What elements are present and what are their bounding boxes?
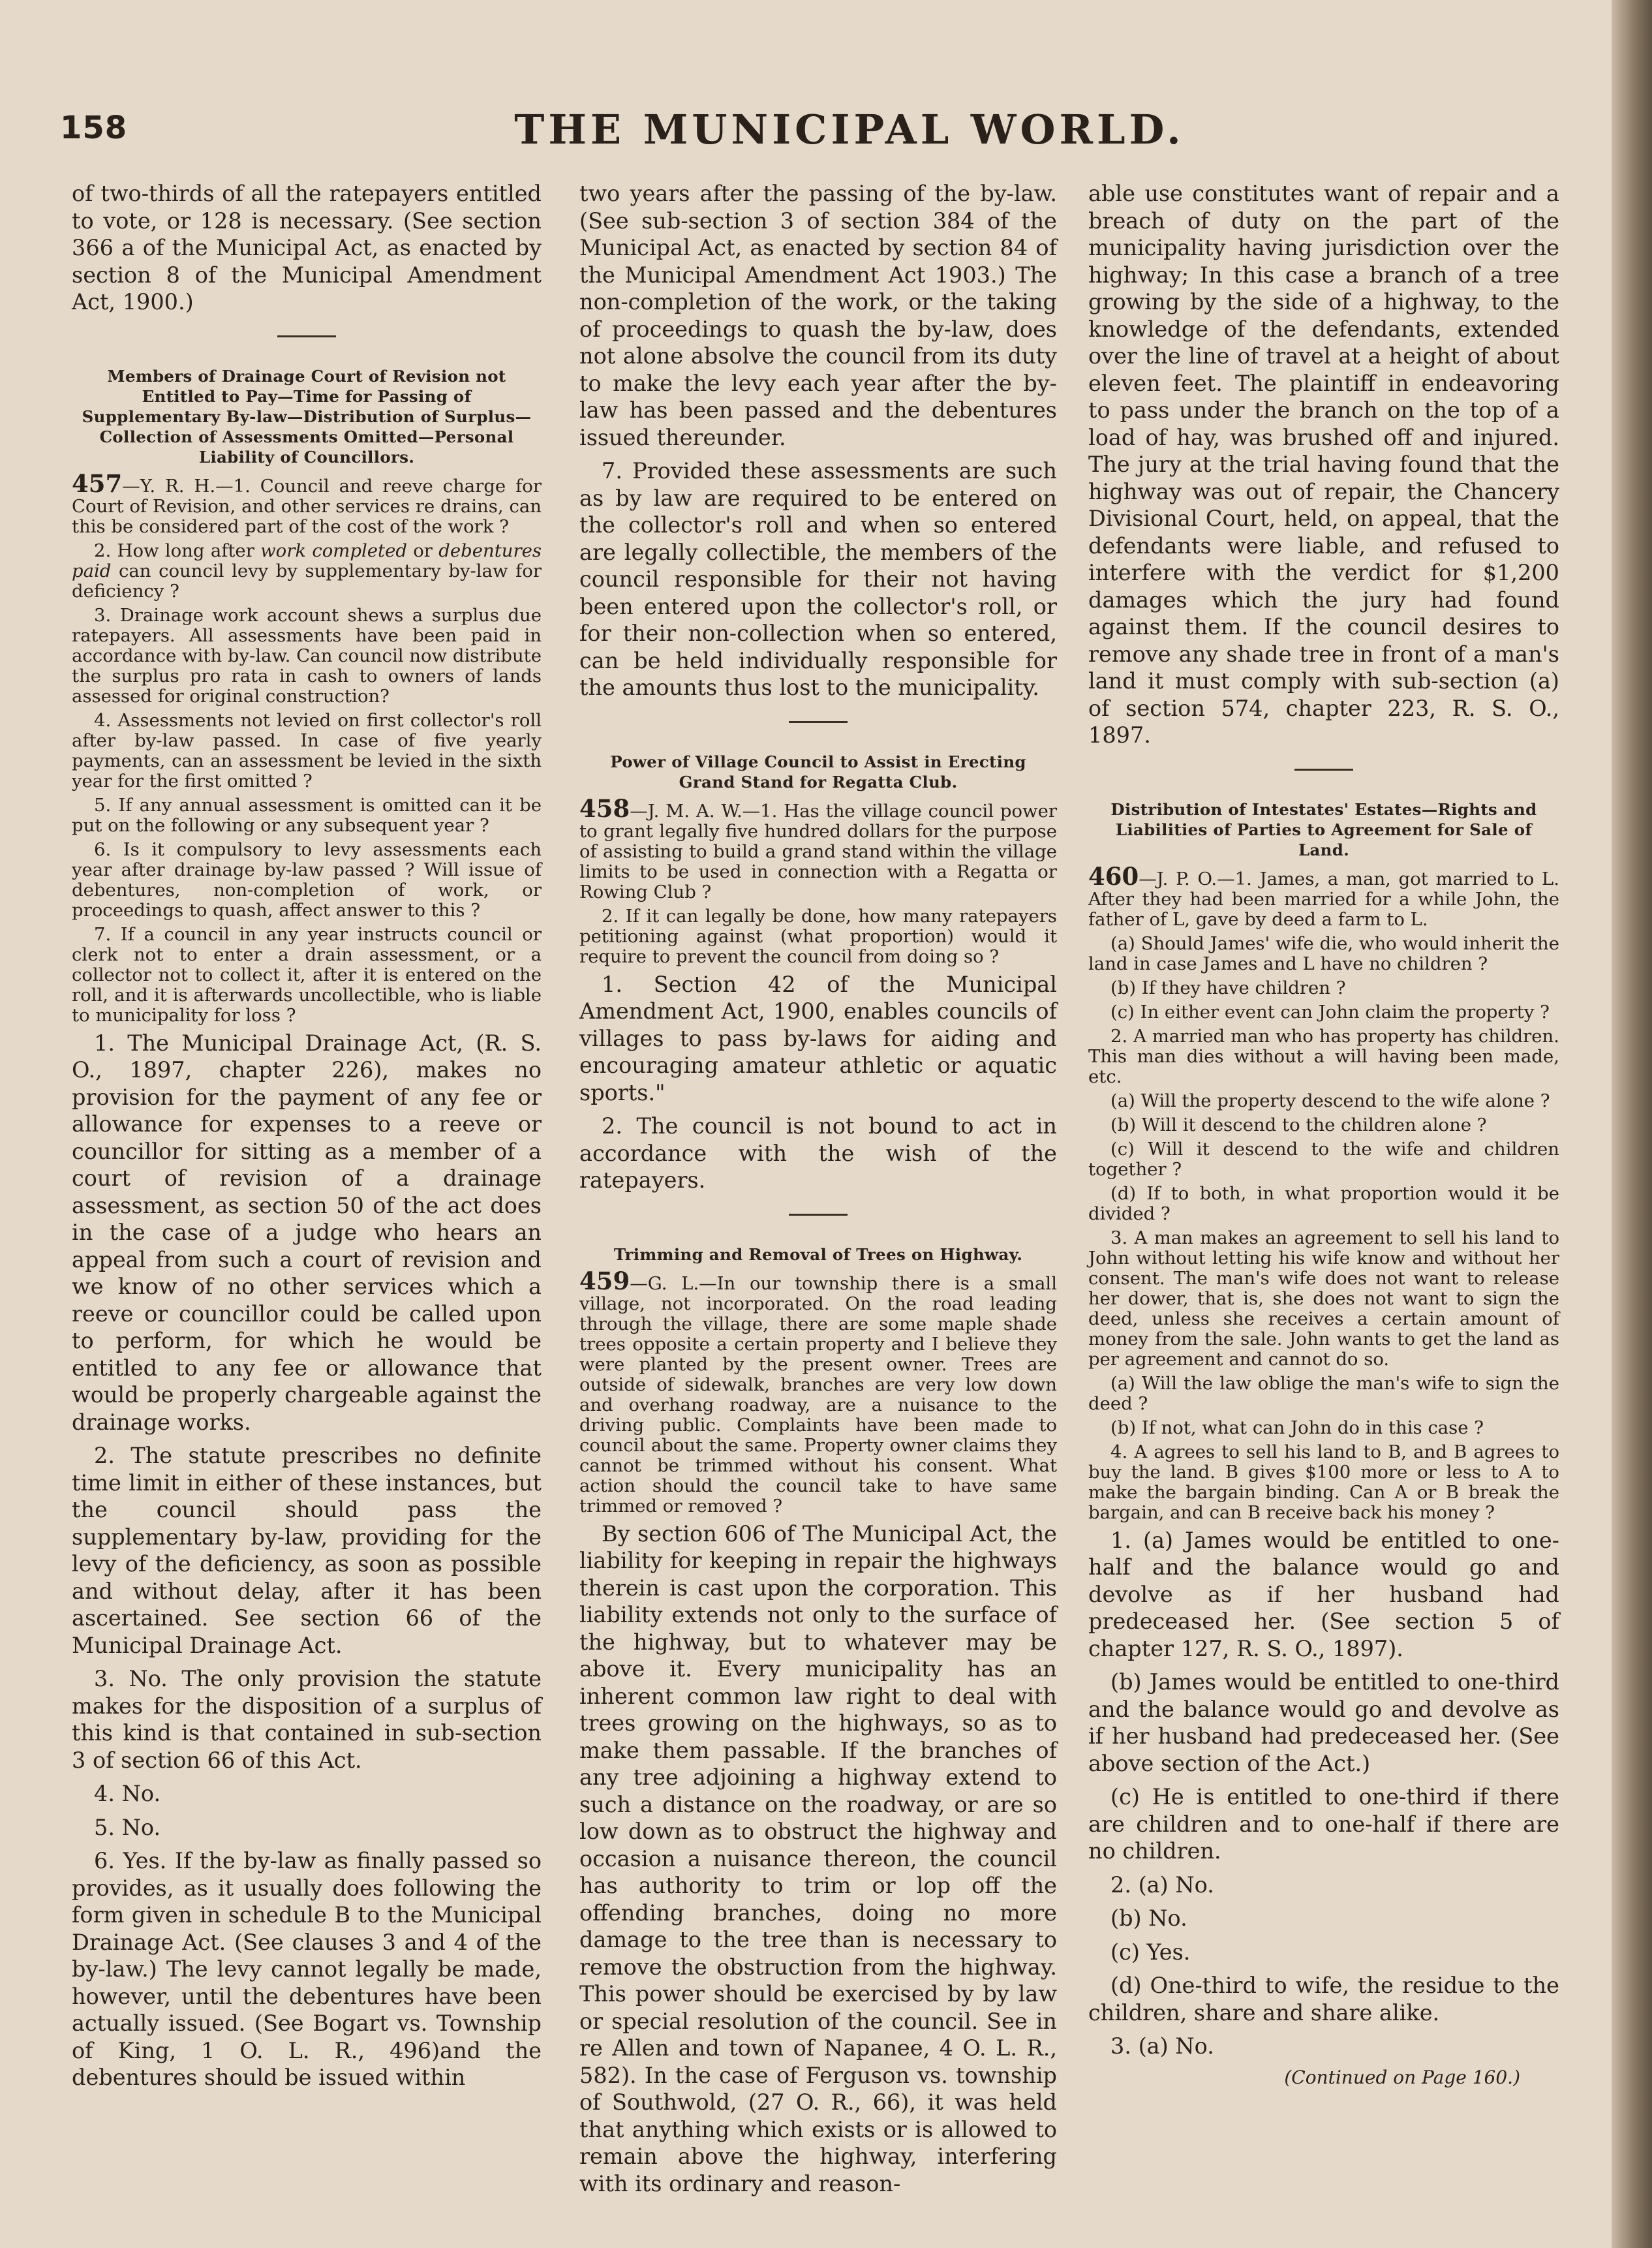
question-460-2b: (b) Will it descend to the children alone ? bbox=[1110, 1114, 1487, 1135]
question-460-4: 4. A agrees to sell his land to B, and B agrees to buy the land. B gives $100 more or less to A to make the bargain binding. Can A or B break the bargain, and can B receive back his money ? bbox=[1088, 1441, 1559, 1523]
question-460-2: 2. A married man who has property has children. This man dies without a will having been made, etc. bbox=[1088, 1025, 1559, 1087]
question-457-5: 5. If any annual assessment is omitted can it be put on the following or any subsequent year ? bbox=[72, 794, 542, 836]
question-text: can council levy by supplementary by-law for deficiency ? bbox=[72, 560, 542, 602]
question-heading-460: Distribution of Intestates' Estates—Rights and Liabilities of Parties to Agreement for Sale of Land. bbox=[1110, 799, 1537, 859]
question-457-7: 7. If a council in any year instructs council or clerk not to enter a drain assessment, or a collector not to collect it, after it is entered on the roll, and it is afterwards uncollectible, who is liable to municipality for loss ? bbox=[72, 923, 542, 1026]
page-binding-edge bbox=[1612, 0, 1652, 2248]
question-number: 460 bbox=[1088, 861, 1139, 891]
question-heading-457: Members of Drainage Court of Revision not Entitled to Pay—Time for Passing of Supplementary By-law—Distribution of Surplus—Collection of Assessments Omitted—Personal Liability of Councillors. bbox=[82, 366, 532, 467]
question-457-1 bbox=[72, 469, 542, 537]
answer-457-6: 6. Yes. If the by-law as finally passed so provides, as it usually does following the form given in schedule B to the Municipal Drainage Act. (See clauses 3 and 4 of the by-law.) The levy cannot legally be made, however, until the debentures have been actually issued. (See Bogart vs. Township of King, 1 O. L. R., 496)and the debentures should be issued within bbox=[72, 1848, 542, 2090]
question-heading-459: Trimming and Removal of Trees on Highway. bbox=[613, 1244, 1023, 1264]
question-460-1c: (c) In either event can John claim the property ? bbox=[1110, 1001, 1550, 1023]
page-header bbox=[60, 106, 1587, 168]
paragraph: able use constitutes want of repair and a breach of duty on the part of the municipality having jurisdiction over the highway; In this case a branch of a tree growing by the side of a highway, to the knowledge of the defendants, extended over the line of travel at a height of about eleven feet. The plaintiff in endeavoring to pass under the branch on the top of a load of hay, was brushed off and injured. The jury at the trial having found that the highway was out of repair, the Chancery Divisional Court, held, on appeal, that the defendants were liable, and refused to interfere with the verdict for $1,200 damages which the jury had found against them. If the council desires to remove any shade tree in front of a man's land it must comply with sub-section (a) of section 574, chapter 223, R. S. O., 1897. bbox=[1088, 181, 1559, 748]
question-457-4: 4. Assessments not levied on first collector's roll after by-law passed. In case of five yearly payments, can an assessment be levied in the sixth year for the first omitted ? bbox=[72, 709, 542, 792]
column-1 bbox=[72, 180, 542, 2098]
answer-460-1b: (b) James would be entitled to one-third and the balance would go and devolve as if her husband had predeceased her. (See above section of the Act.) bbox=[1088, 1669, 1559, 1776]
question-460-2d: (d) If to both, in what proportion would it be divided ? bbox=[1088, 1182, 1559, 1224]
question-460-1 bbox=[1088, 861, 1559, 930]
answer-457-1: 1. The Municipal Drainage Act, (R. S. O., 1897, chapter 226), makes no provision for the payment of any fee or allowance for expenses to a reeve or councillor for sitting as a member of a court of revision of a drainage assessment, as section 50 of the act does in the case of a judge who hears an appeal from such a court of revision and we know of no other services which a reeve or councillor could be called upon to perform, for which he would be entitled to any fee or allowance that would be properly chargeable against the drainage works. bbox=[72, 1030, 542, 1435]
answer-460-1a: 1. (a) James would be entitled to one-half and the balance would go and devolve as if her husband had predeceased her. (See section 5 of chapter 127, R. S. O., 1897). bbox=[1088, 1527, 1559, 1661]
answer-460-1c: (c) He is entitled to one-third if there are children and to one-half if there are no children. bbox=[1088, 1784, 1559, 1864]
answer-457-4: 4. No. bbox=[94, 1781, 161, 1806]
question-text: —J. M. A. W.—1. Has the village council power to grant legally five hundred dollars for the purpose of assisting to build a grand stand within the village limits to be used in connection with a Regatta or Rowing Club ? bbox=[579, 800, 1057, 902]
question-460-3a: (a) Will the law oblige the man's wife to sign the deed ? bbox=[1088, 1372, 1559, 1414]
question-457-3: 3. Drainage work account shews a surplus due ratepayers. All assessments have been paid in accordance with by-law. Can council now distribute the surplus pro rata in cash to owners of lands assessed for original construction? bbox=[72, 604, 542, 707]
question-458-2: 2. If it can legally be done, how many ratepayers petitioning against (what proportion) would it require to prevent the council from doing so ? bbox=[579, 905, 1057, 967]
section-divider bbox=[277, 335, 336, 337]
masthead-title: THE MUNICIPAL WORLD. bbox=[514, 106, 1185, 153]
paragraph: of two-thirds of all the ratepayers entitled to vote, or 128 is necessary. (See section 366 a of the Municipal Act, as enacted by section 8 of the Municipal Amendment Act, 1900.) bbox=[72, 181, 542, 315]
question-460-2a: (a) Will the property descend to the wife alone ? bbox=[1110, 1090, 1550, 1111]
answer-460-2b: (b) No. bbox=[1110, 1905, 1187, 1931]
question-text: —G. L.—In our township there is a small village, not incorporated. On the road leading through the village, there are some maple shade trees opposite a certain property and I believe they were planted by the present owner. Trees are outside of sidewalk, branches are very low down and overhang roadway, are a nuisance to the driving public. Complaints have been made to council about the same. Property owner claims they cannot be trimmed without his consent. What action should the council take to have same trimmed or removed ? bbox=[579, 1272, 1057, 1517]
column-3 bbox=[1088, 180, 1559, 2088]
answer-460-2d: (d) One-third to wife, the residue to the children, share and share alike. bbox=[1088, 1973, 1559, 2025]
question-number: 457 bbox=[72, 469, 123, 498]
answer-458-2: 2. The council is not bound to act in accordance with the wish of the ratepayers. bbox=[579, 1113, 1057, 1193]
continued-note: (Continued on Page 160.) bbox=[1284, 2066, 1520, 2088]
answer-457-7: 7. Provided these assessments are such as by law are required to be entered on the collector's roll and when so entered are legally collectible, the members of the council responsible for their not having been entered upon the collector's roll, or for their non-collection when so entered, can be held individually responsible for the amounts thus lost to the municipality. bbox=[579, 458, 1057, 700]
answer-460-2a: 2. (a) No. bbox=[1110, 1871, 1214, 1898]
answer-460-3a: 3. (a) No. bbox=[1110, 2033, 1214, 2059]
section-divider bbox=[1294, 769, 1353, 771]
paragraph: two years after the passing of the by-law. (See sub-section 3 of section 384 of the Municipal Act, as enacted by section 84 of the Municipal Amendment Act 1903.) The non-completion of the work, or the taking of proceedings to quash the by-law, does not alone absolve the council from its duty to make the levy each year after the by-law has been passed and the debentures issued thereunder. bbox=[579, 181, 1057, 450]
question-number: 459 bbox=[579, 1266, 630, 1295]
question-460-1b: (b) If they have children ? bbox=[1110, 977, 1346, 998]
question-text: —J. P. O.—1. James, a man, got married to L. After they had been married for a while John, the father of L, gave by deed a farm to L. bbox=[1088, 868, 1559, 930]
question-460-3: 3. A man makes an agreement to sell his land to John without letting his wife know and without her consent. The man's wife does not want to release her dower, that is, she does not want to sign the deed, unless she receives a certain amount of money from the sale. John wants to get the land as per agreement and cannot do so. bbox=[1088, 1227, 1559, 1370]
question-458-1 bbox=[579, 793, 1057, 902]
question-460-2c: (c) Will it descend to the wife and children together ? bbox=[1088, 1138, 1559, 1180]
question-460-1a: (a) Should James' wife die, who would inherit the land in case James and L have no children ? bbox=[1088, 932, 1559, 974]
section-divider bbox=[789, 1214, 848, 1216]
section-divider bbox=[789, 721, 848, 723]
question-text: or bbox=[406, 540, 439, 561]
question-number: 458 bbox=[579, 793, 630, 823]
question-text: —Y. R. H.—1. Council and reeve charge for Court of Revision, and other services re drains, can this be considered part of the cost of the work ? bbox=[72, 475, 542, 537]
italic-text: work completed bbox=[260, 540, 407, 561]
question-457-6: 6. Is it compulsory to levy assessments each year after drainage by-law passed ? Will issue of debentures, non-completion of work, or proceedings to quash, affect answer to this ? bbox=[72, 839, 542, 921]
question-heading-458: Power of Village Council to Assist in Erecting Grand Stand for Regatta Club. bbox=[610, 752, 1026, 792]
answer-457-5: 5. No. bbox=[94, 1814, 161, 1840]
question-text: 2. How long after bbox=[94, 540, 261, 561]
answer-460-2c: (c) Yes. bbox=[1110, 1939, 1191, 1965]
answer-458-1: 1. Section 42 of the Municipal Amendment Act, 1900, enables councils of villages to pass by-laws for aiding and encouraging amateur athletic or aquatic sports." bbox=[579, 971, 1057, 1105]
question-460-3b: (b) If not, what can John do in this case ? bbox=[1110, 1417, 1484, 1438]
answer-457-3: 3. No. The only provision the statute makes for the disposition of a surplus of this kind is that contained in sub-section 3 of section 66 of this Act. bbox=[72, 1666, 542, 1773]
answer-457-2: 2. The statute prescribes no definite time limit in either of these instances, but the council should pass the supplementary by-law, providing for the levy of the deficiency, as soon as possible and without delay, after it has been ascertained. See section 66 of the Municipal Drainage Act. bbox=[72, 1443, 542, 1658]
page-number: 158 bbox=[60, 110, 128, 146]
question-459 bbox=[579, 1266, 1057, 1517]
answer-459: By section 606 of The Municipal Act, the liability for keeping in repair the highways therein is cast upon the corporation. This liability extends not only to the surface of the highway, but to whatever may be above it. Every municipality has an inherent common law right to deal with trees growing on the highways, so as to make them passable. If the branches of any tree adjoining a highway extend to such a distance on the roadway, or are so low down as to obstruct the highway and occasion a nuisance thereon, the council has authority to trim or lop off the offending branches, doing no more damage to the tree than is necessary to remove the obstruction from the highway. This power should be exercised by by law or special resolution of the council. See in re Allen and town of Napanee, 4 O. L. R., 582). In the case of Ferguson vs. township of Southwold, (27 O. R., 66), it was held that anything which exists or is allowed to remain above the highway, interfering with its ordinary and reason- bbox=[579, 1520, 1057, 2196]
italic-text: debentures paid bbox=[72, 540, 542, 581]
question-457-2 bbox=[72, 541, 542, 602]
column-2 bbox=[579, 180, 1057, 2204]
